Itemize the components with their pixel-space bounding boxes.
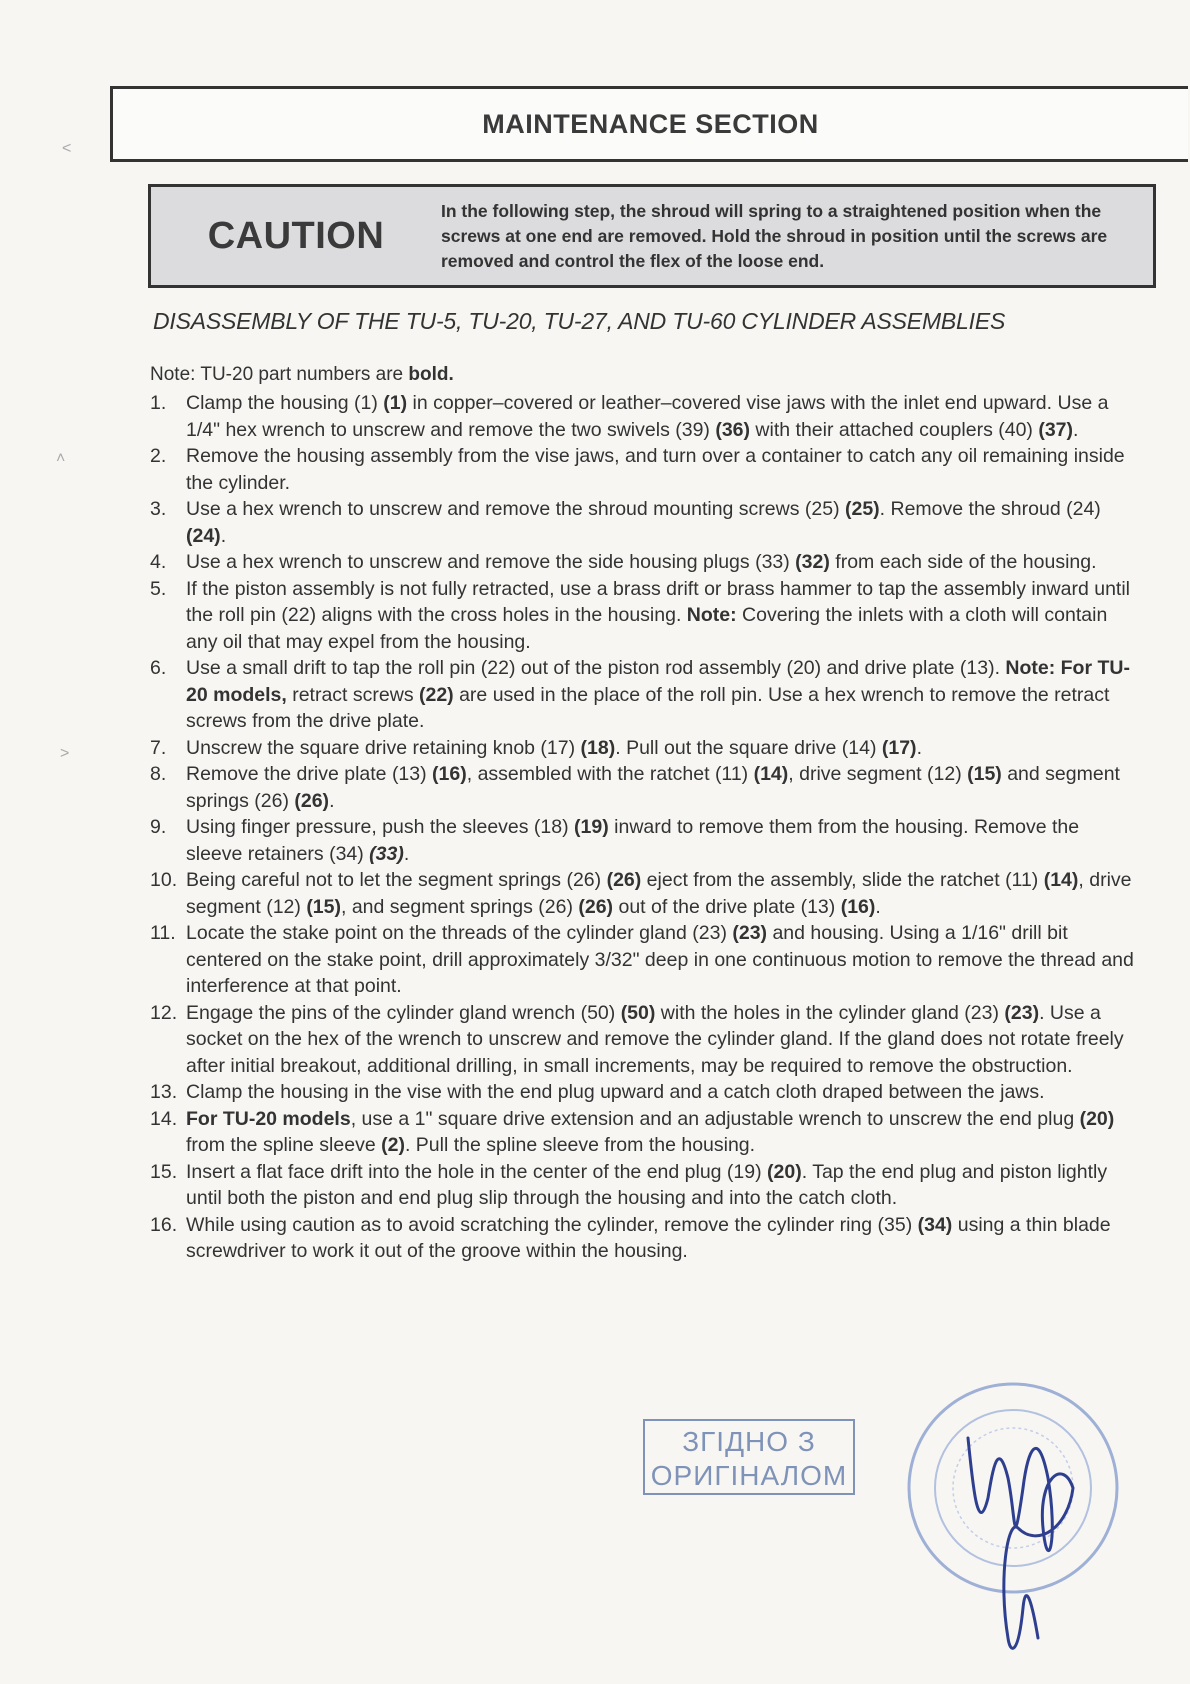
note-bold: bold. — [408, 364, 454, 385]
certification-stamp — [643, 1419, 855, 1495]
scan-mark: ˃ — [60, 745, 70, 762]
procedure-step — [150, 735, 1140, 762]
procedure-step — [150, 655, 1140, 735]
stamp-line-1: ЗГІДНО З — [682, 1426, 816, 1457]
step-text: For TU-20 models, use a 1" square drive extension and an adjustable wrench to unscrew the end plug (20) from the spline sleeve (2). Pull the spline sleeve from the housing. — [186, 1107, 1115, 1156]
step-text: Using finger pressure, push the sleeves (18) (19) inward to remove them from the housing. Remove the sleeve retainers (34) (33). — [186, 816, 1080, 865]
procedure-heading: DISASSEMBLY OF THE TU-5, TU-20, TU-27, AND TU-60 CYLINDER ASSEMBLIES — [153, 308, 1006, 334]
section-title: MAINTENANCE SECTION — [482, 108, 819, 139]
step-number: 3. — [150, 498, 167, 520]
step-number: 13. — [150, 1081, 178, 1103]
step-text: Being careful not to let the segment springs (26) (26) eject from the assembly, slide the ratchet (11) (14), drive segment (12) (15), and segment springs (26) (26) out of the drive plate (13) (16). — [186, 869, 1132, 918]
step-text: Clamp the housing (1) (1) in copper–covered or leather–covered vise jaws with the inlet end upward. Use a 1/4" hex wrench to unscrew and remove the two swivels (39) (36) with their attached couplers (40) (37). — [186, 392, 1109, 441]
step-number: 2. — [150, 445, 167, 467]
scan-mark: ˄ — [56, 450, 66, 467]
note-line — [150, 364, 454, 386]
step-number: 16. — [150, 1213, 178, 1236]
step-number: 11. — [150, 922, 176, 944]
section-header-box — [110, 86, 1188, 162]
procedure-step — [150, 761, 1140, 814]
step-text: Remove the housing assembly from the vise jaws, and turn over a container to catch any oil remaining inside the cylinder. — [186, 445, 1125, 494]
caution-text: In the following step, the shroud will spring to a straightened position when the screws at one end are removed. Hold the shroud in position until the screws are removed and control the flex of the loose end. — [441, 200, 1108, 271]
procedure-step — [150, 1106, 1140, 1159]
step-number: 12. — [150, 1001, 178, 1024]
step-number: 8. — [150, 763, 167, 785]
step-text: Insert a flat face drift into the hole in the center of the end plug (19) (20). Tap the end plug and piston lightly until both the piston and end plug slip through the housing and into the catch cloth. — [186, 1160, 1108, 1209]
procedure-step — [150, 1212, 1140, 1265]
scan-mark: ˂ — [62, 140, 72, 157]
step-text: Use a small drift to tap the roll pin (22) out of the piston rod assembly (20) and drive plate (13). Note: For TU-20 models, retract screws (22) are used in the place of the roll pin. Use a hex wrench to remove the retract screws from the drive plate. — [186, 657, 1130, 732]
caution-box — [148, 184, 1156, 288]
procedure-step — [150, 390, 1140, 443]
procedure-step — [150, 1079, 1140, 1106]
step-number: 9. — [150, 816, 167, 838]
step-text: Use a hex wrench to unscrew and remove the side housing plugs (33) (32) from each side of the housing. — [186, 551, 1097, 573]
procedure-step — [150, 867, 1140, 920]
step-text: Use a hex wrench to unscrew and remove the shroud mounting screws (25) (25). Remove the shroud (24) (24). — [186, 498, 1101, 547]
official-seal-signature — [898, 1378, 1128, 1668]
procedure-step — [150, 443, 1140, 496]
procedure-step — [150, 1159, 1140, 1212]
step-text: Clamp the housing in the vise with the end plug upward and a catch cloth draped between the jaws. — [186, 1081, 1045, 1103]
steps-list — [150, 390, 1140, 1265]
seal-outer-ring — [909, 1384, 1117, 1592]
step-text: Locate the stake point on the threads of the cylinder gland (23) (23) and housing. Using a 1/16" drill bit centered on the stake point, drill approximately 3/32" deep in one continuous motion to remove the thread and interference at that point. — [186, 922, 1134, 997]
step-text: If the piston assembly is not fully retracted, use a brass drift or brass hammer to tap the assembly inward until the roll pin (22) aligns with the cross holes in the housing. Note: Covering the inlets with a cloth will contain any oil that may expel from the housing. — [186, 577, 1130, 653]
step-number: 10. — [150, 869, 178, 891]
step-number: 14. — [150, 1107, 178, 1130]
step-number: 7. — [150, 736, 167, 759]
step-text: While using caution as to avoid scratching the cylinder, remove the cylinder ring (35) (34) using a thin blade screwdriver to work it out of the groove within the housing. — [186, 1213, 1111, 1262]
step-number: 4. — [150, 551, 167, 573]
procedure-step — [150, 496, 1140, 549]
step-number: 5. — [150, 577, 167, 600]
procedure-step — [150, 920, 1140, 1000]
step-number: 15. — [150, 1160, 178, 1183]
note-prefix: Note: TU-20 part numbers are — [150, 364, 409, 385]
step-number: 1. — [150, 392, 167, 414]
step-text: Remove the drive plate (13) (16), assembled with the ratchet (11) (14), drive segment (12) (15) and segment springs (26) (26). — [186, 763, 1120, 812]
signature-stroke — [968, 1438, 1073, 1648]
procedure-step — [150, 549, 1140, 576]
seal-inner-ring — [935, 1410, 1091, 1566]
procedure-step — [150, 1000, 1140, 1080]
step-number: 6. — [150, 657, 167, 679]
stamp-line-2: ОРИГІНАЛОМ — [650, 1460, 848, 1491]
procedure-step — [150, 814, 1140, 867]
caution-label: CAUTION — [207, 214, 385, 257]
step-text: Engage the pins of the cylinder gland wrench (50) (50) with the holes in the cylinder gland (23) (23). Use a socket on the hex of the wrench to unscrew and remove the cylinder gland. If the gland does not rotate freely after initial breakout, additional drilling, in small increments, may be required to remove the obstruction. — [186, 1001, 1124, 1077]
step-text: Unscrew the square drive retaining knob (17) (18). Pull out the square drive (14) (17). — [186, 736, 922, 759]
procedure-step — [150, 576, 1140, 656]
